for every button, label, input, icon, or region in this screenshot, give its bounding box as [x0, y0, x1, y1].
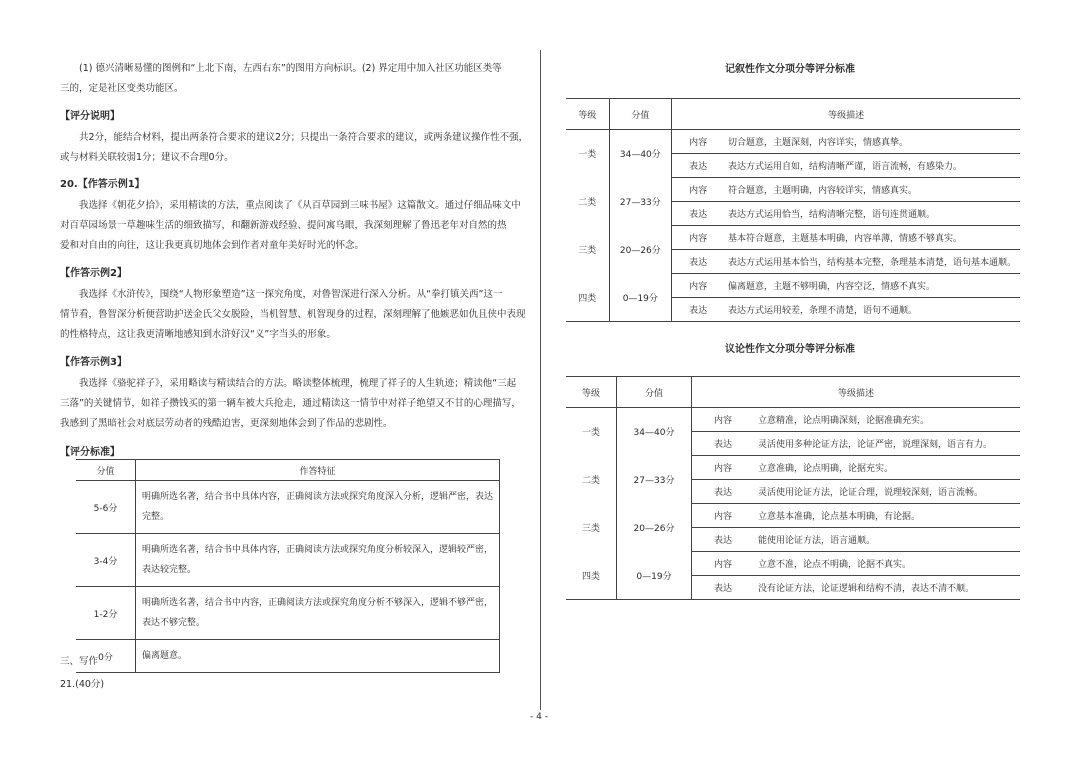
answer-text: 我感到了黑暗社会对底层劳动者的残酷迫害，更深刻地体会到了作品的悲剧性。	[60, 418, 393, 429]
description-line: 偏离题意。	[141, 651, 187, 661]
criteria-cell: 能使用论证方法，语言通顺。	[754, 528, 1020, 552]
argument-rubric-table	[566, 376, 1020, 600]
header-cell: 等级描述	[692, 377, 1021, 408]
answer-text: 情节看，鲁智深分析便营助护送金氏父女脱险，当机智慧、机智现身的过程，深刻理解了他嫉恶如仇且侠中表现	[60, 309, 526, 320]
criteria-cell: 没有论证方法，论证逻辑和结构不清，表达不清不顺。	[754, 576, 1020, 600]
grade-cell: 二类	[578, 198, 597, 208]
aspect-cell: 内容	[692, 408, 755, 432]
criteria-cell: 切合题意，主题深刻，内容详实，情感真挚。	[727, 138, 908, 148]
question-heading: 21.(40分)	[60, 679, 105, 690]
aspect-cell: 表达	[692, 432, 755, 456]
description-line: 完整。	[141, 512, 169, 522]
answer-text: 的性格特点，这让我更清晰地感知到水浒好汉“义”字当头的形象。	[60, 329, 336, 340]
answer-text: 我选择《骆驼祥子》，采用略读与精读结合的方法。略读整体梳理，梳理了祥子的人生轨迹；精读他“三起	[79, 378, 517, 389]
page-number: - 4 -	[530, 712, 548, 722]
answer-text: 对百草园场景一草趣味生活的细致描写，和翻新游戏经验、提问寓乌眼，我深刻理解了鲁迅老年对自然的热	[60, 220, 507, 231]
criteria-cell: 灵活使用论证方法，论证合理，说理较深刻，语言流畅。	[754, 480, 1020, 504]
table-row	[566, 178, 1020, 202]
answer-text: 我选择《水浒传》，围绕“人物形象塑造”这一探究角度，对鲁智深进行深入分析。从“拳打镇关西”这一	[79, 289, 503, 300]
criteria-cell: 基本符合题意，主题基本明确，内容单薄，情感不够真实。	[724, 226, 1020, 250]
score-cell: 27—33分	[609, 178, 672, 226]
answer-text: 爱和对自由的向往，这让我更真切地体会到作者对童年美好时光的怀念。	[60, 240, 365, 251]
description-line: 表达较完整。	[141, 565, 196, 575]
score-cell: 34—40分	[609, 130, 672, 178]
header-cell: 作答特征	[135, 460, 499, 481]
header-cell: 分值	[76, 460, 135, 481]
criteria-cell: 符合题意，主题明确，内容较详实，情感真实。	[724, 178, 1020, 202]
criteria-cell: 立意精准，论点明确深刻，论据准确充实。	[758, 416, 930, 426]
grade-cell: 四类	[566, 552, 617, 600]
header-cell: 等级	[566, 377, 617, 408]
table-row	[566, 274, 1020, 298]
description-cell	[135, 640, 499, 673]
narrative-rubric-table	[566, 98, 1020, 322]
section-heading: 【评分标准】	[60, 447, 120, 458]
score-cell: 0—19分	[609, 274, 672, 322]
table-row	[566, 408, 1020, 432]
criteria-cell: 表达方式运用自如，结构清晰严谨，语言流畅，有感染力。	[724, 154, 1020, 178]
grade-cell: 四类	[566, 274, 609, 322]
table-header-row	[76, 460, 500, 481]
table-row	[566, 552, 1020, 576]
grade-cell: 二类	[581, 476, 600, 486]
aspect-cell: 内容	[692, 456, 755, 480]
table-row	[76, 587, 500, 640]
section-heading: 【作答示例2】	[60, 268, 127, 279]
criteria-cell: 灵活使用多种论证方法，论证严密，说理深刻，语言有力。	[754, 432, 1020, 456]
narrative-table-title: 记叙性作文分项分等评分标准	[725, 64, 855, 75]
aspect-cell: 内容	[672, 226, 724, 250]
score-cell: 0分	[76, 640, 135, 673]
rubric-table	[76, 459, 500, 673]
criteria-cell: 立意基本准确，论点基本明确，有论据。	[754, 504, 1020, 528]
table-row	[76, 640, 500, 673]
argument-table-title: 议论性作文分项分等评分标准	[725, 344, 855, 355]
score-cell: 1-2分	[76, 587, 135, 640]
answer-text: 我选择《朝花夕拾》，采用精读的方法，重点阅读了《从百草园到三味书屋》这篇散文。通过仔细品味文中	[79, 200, 521, 211]
description-cell	[135, 481, 499, 534]
table-row	[566, 504, 1020, 528]
grade-cell: 一类	[581, 428, 600, 439]
score-cell: 3-4分	[76, 534, 135, 587]
question-heading: 20.【作答示例1】	[60, 179, 145, 190]
header-cell: 等级	[566, 99, 609, 130]
header-cell: 分值	[609, 99, 672, 130]
answer-text: 或与材料关联较弱1分；建议不合理0分。	[60, 152, 234, 163]
aspect-cell: 表达	[692, 576, 755, 600]
answer-text: (1) 德兴清晰易懂的图例和“上北下南，左西右东”的图用方向标识。(2) 界定用中加入社区功能区类等	[79, 63, 502, 74]
section-heading: 【作答示例3】	[60, 357, 127, 368]
grade-cell: 一类	[578, 150, 597, 161]
aspect-cell: 表达	[692, 480, 755, 504]
score-cell: 20—26分	[609, 226, 672, 274]
criteria-cell: 表达方式运用基本恰当，结构基本完整，条理基本清楚，语句基本通顺。	[724, 250, 1020, 274]
description-line: 表达不够完整。	[141, 618, 205, 628]
table-row	[76, 481, 500, 534]
criteria-cell: 立意准确，论点明确，论据充实。	[754, 456, 1020, 480]
criteria-cell: 表达方式运用恰当，结构清晰完整，语句连贯通顺。	[724, 202, 1020, 226]
answer-text: 三落”的关键情节，如祥子攒钱买的第一辆车被大兵抢走，通过精读这一情节中对祥子绝望又不甘的心理描写，	[60, 398, 521, 409]
score-cell: 34—40分	[617, 408, 692, 456]
aspect-cell: 表达	[692, 528, 755, 552]
aspect-cell: 表达	[672, 202, 724, 226]
description-cell	[135, 587, 499, 640]
criteria-cell: 立意不准，论点不明确，论据不真实。	[754, 552, 1020, 576]
score-cell: 20—26分	[617, 504, 692, 552]
table-row	[566, 130, 1020, 154]
aspect-cell: 内容	[672, 130, 724, 154]
answer-text: 共2分，能结合材料，提出两条符合要求的建议2分；只提出一条符合要求的建议，或两条建议操作性不强，	[79, 132, 529, 143]
table-header-row	[566, 377, 1020, 408]
answer-text: 三的，定是社区变类功能区。	[60, 83, 184, 94]
grade-cell: 三类	[578, 246, 597, 256]
aspect-cell: 内容	[672, 274, 724, 298]
aspect-cell: 表达	[672, 250, 724, 274]
header-cell: 分值	[617, 377, 692, 408]
section-heading: 三、写作	[60, 656, 99, 667]
description-line: 明确所选名著，结合书中具体内容，正确阅读方法或探究角度深入分析，逻辑严密，表达	[141, 492, 493, 502]
score-cell: 0—19分	[617, 552, 692, 600]
aspect-cell: 表达	[672, 298, 724, 322]
table-row	[76, 534, 500, 587]
column-divider	[540, 50, 541, 710]
table-row	[566, 456, 1020, 480]
aspect-cell: 内容	[692, 504, 755, 528]
aspect-cell: 内容	[692, 552, 755, 576]
description-line: 明确所选名著，结合书中具体内容，正确阅读方法或探究角度分析较深入，逻辑较严密，	[141, 545, 493, 555]
criteria-cell: 表达方式运用较差，条理不清楚，语句不通顺。	[724, 298, 1020, 322]
section-heading: 【评分说明】	[60, 111, 120, 122]
description-line: 明确所选名著，结合书中内容，正确阅读方法或探究角度分析不够深入，逻辑不够严密，	[141, 598, 493, 608]
grade-cell: 三类	[581, 524, 600, 534]
header-cell: 等级描述	[672, 99, 1020, 130]
table-row	[566, 226, 1020, 250]
aspect-cell: 内容	[672, 178, 724, 202]
description-cell	[135, 534, 499, 587]
table-header-row	[566, 99, 1020, 130]
criteria-cell: 偏离题意，主题不够明确，内容空泛，情感不真实。	[724, 274, 1020, 298]
score-cell: 5-6分	[76, 481, 135, 534]
aspect-cell: 表达	[672, 154, 724, 178]
score-cell: 27—33分	[617, 456, 692, 504]
